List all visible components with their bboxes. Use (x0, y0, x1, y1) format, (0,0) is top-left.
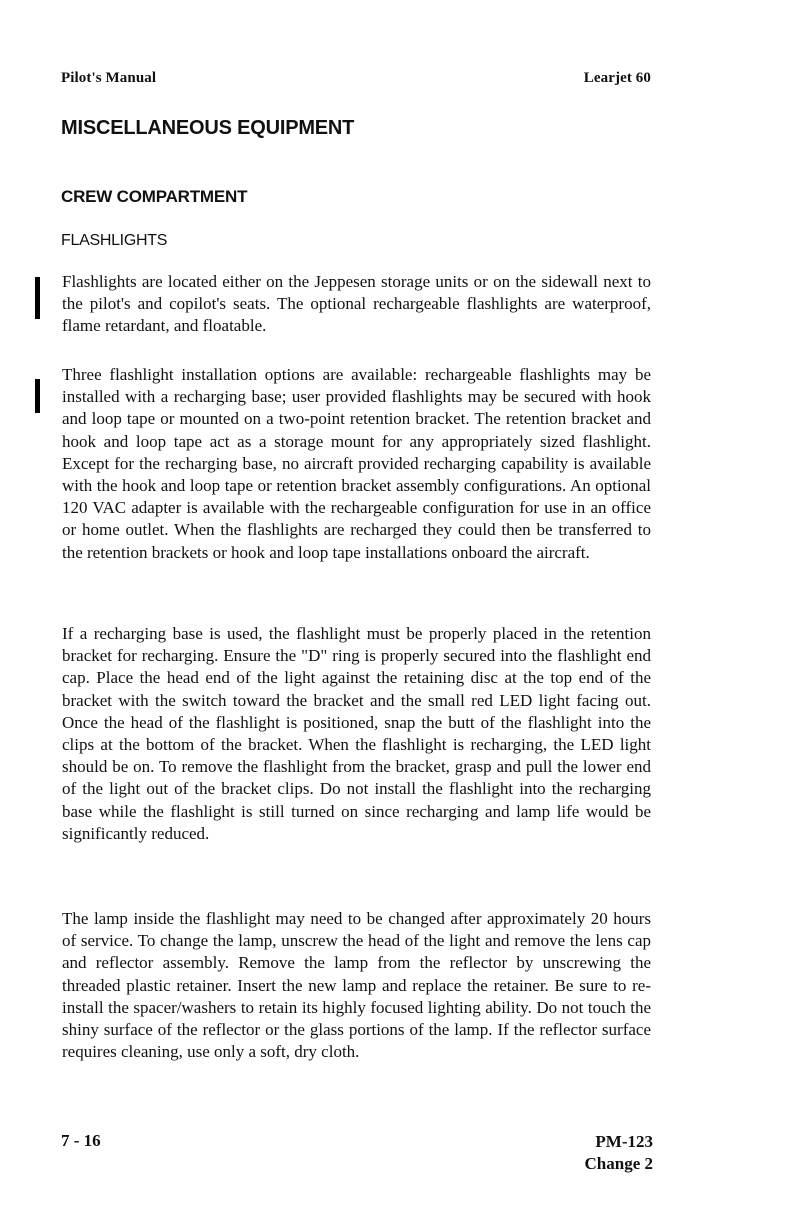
page-number: 7 - 16 (61, 1131, 101, 1150)
running-header-manual-title: Pilot's Manual (61, 70, 157, 86)
body-paragraph: Three flashlight installation options are available: rechargeable flashlights may be installed with a recharging base; user provided flashlights may be secured with hook and loop tape or mounted on a two-point retention bracket. The retention bracket and hook and loop tape act as a storage mount for any appropriately sized flashlight. Except for the recharging base, no aircraft provided recharging capability is available with the hook and loop tape or retention bracket assembly configurations. An optional 120 VAC adapter is available with the rechargeable configuration for use in an office or home outlet. When the flashlights are recharged they could then be transferred to the retention brackets or hook and loop tape installations onboard the aircraft. (62, 365, 651, 562)
body-paragraph: The lamp inside the flashlight may need to be changed after approximately 20 hours of service. To change the lamp, unscrew the head of the light and remove the lens cap and reflector assembly. Remove the lamp from the reflector by unscrewing the threaded plastic retainer. Insert the new lamp and replace the retainer. Be sure to re-install the spacer/washers to retain its highly focused lighting ability. Do not touch the shiny surface of the reflector or the glass portions of the lamp. If the reflector surface requires cleaning, use only a soft, dry cloth. (62, 909, 651, 1062)
footer-document-info (585, 1131, 653, 1175)
document-id: PM-123 (595, 1132, 653, 1151)
body-paragraph: If a recharging base is used, the flashlight must be properly placed in the retention bracket for recharging. Ensure the "D" ring is properly secured into the flashlight end cap. Place the head end of the light against the retaining disc at the top end of the bracket with the switch toward the bracket and the small red LED light facing out. Once the head of the flashlight is positioned, snap the butt of the flashlight into the clips at the bottom of the bracket. When the flashlight is recharging, the LED light should be on. To remove the flashlight from the bracket, grasp and pull the lower end of the light out of the bracket clips. Do not install the flashlight into the recharging base while the flashlight is still turned on since recharging and lamp life would be significantly reduced. (62, 624, 651, 843)
running-header-aircraft-model: Learjet 60 (583, 70, 651, 86)
change-number: Change 2 (584, 1154, 653, 1173)
section-title: MISCELLANEOUS EQUIPMENT (61, 117, 355, 139)
revision-change-bar (35, 379, 40, 413)
revision-change-bar (35, 277, 40, 319)
body-paragraph: Flashlights are located either on the Jeppesen storage units or on the sidewall next to the pilot's and copilot's seats. The optional rechargeable flashlights are waterproof, flame retardant, and floatable. (62, 272, 651, 336)
topic-title: FLASHLIGHTS (61, 232, 168, 249)
subsection-title: CREW COMPARTMENT (61, 187, 248, 206)
